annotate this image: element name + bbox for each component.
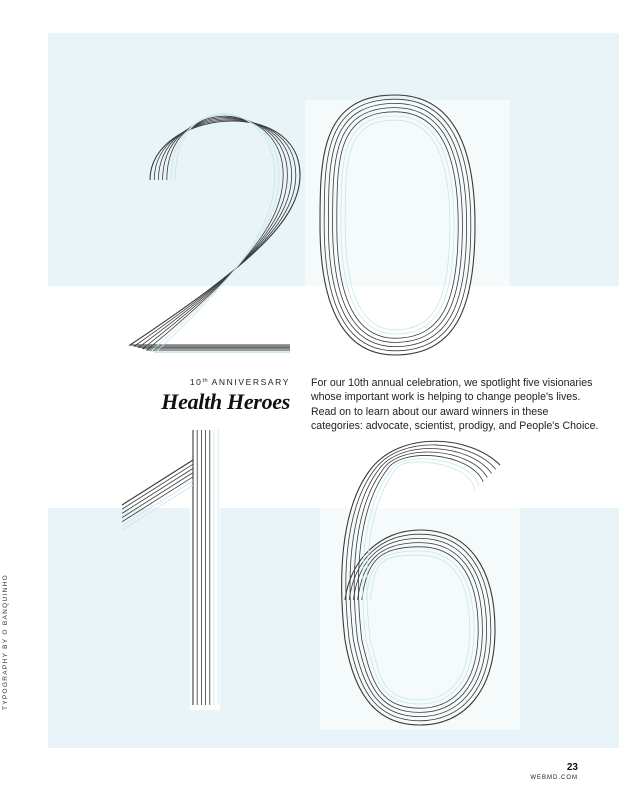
typography-credit: TYPOGRAPHY BY O BANQUINHO	[2, 574, 9, 710]
digit-zero-fill	[305, 100, 510, 350]
intro-paragraph: For our 10th annual celebration, we spotlight five visionaries whose important work is helping to change people's lives. Read on to learn about our award winners in these categories: advocate, scientist, prodigy, and People's Choice.	[311, 377, 599, 433]
digit-one-flag-stroke	[122, 481, 193, 526]
headline: Health Heroes	[161, 389, 290, 414]
digit-one-flag-stroke	[122, 468, 193, 513]
digit-one-flag-stroke	[122, 485, 193, 530]
digit-one-flag-stroke	[122, 464, 193, 509]
digit-one-flag-stroke	[122, 477, 193, 522]
digit-two-stroke	[130, 121, 300, 345]
page-number: 23	[566, 762, 578, 773]
digit-one-flag-stroke	[122, 460, 193, 505]
digit-one-flag-stroke	[122, 473, 193, 518]
digit-one-stem-fill	[190, 430, 220, 710]
anniversary-kicker: 10th ANNIVERSARY	[189, 377, 290, 387]
website-url: WEBMD.COM	[530, 775, 578, 781]
